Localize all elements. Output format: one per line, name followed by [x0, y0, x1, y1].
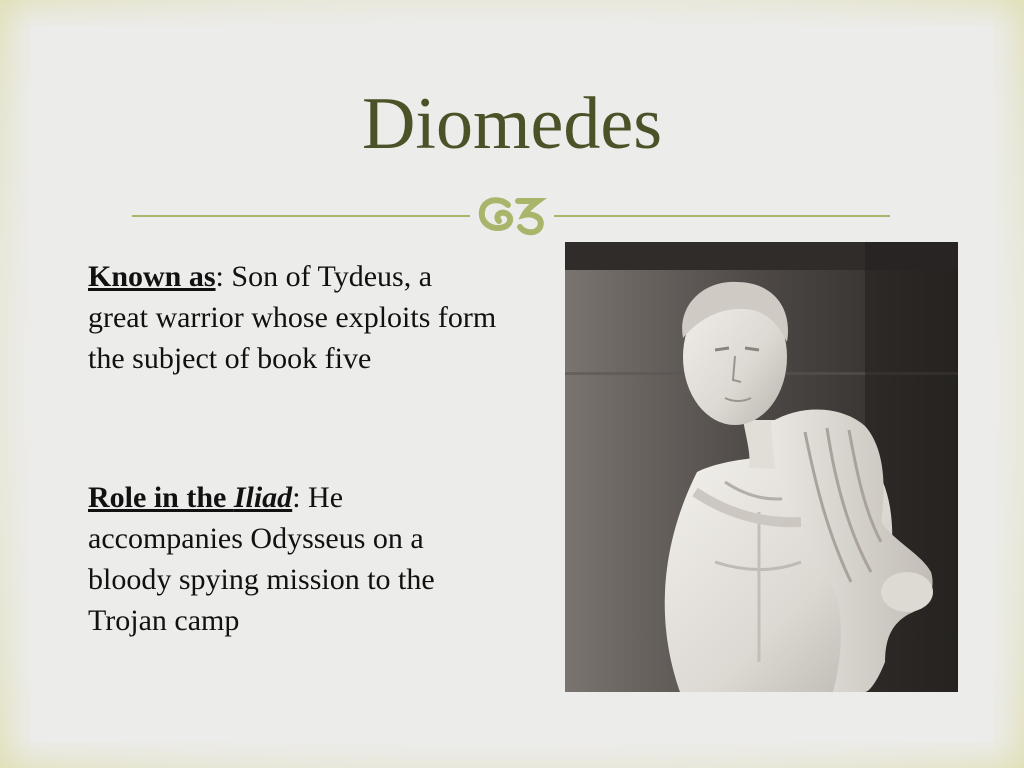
slide-title: Diomedes — [361, 83, 663, 165]
statue-illustration — [565, 242, 958, 692]
role-label-text: Role in the — [88, 481, 234, 514]
role-label — [88, 481, 292, 514]
role-paragraph — [88, 477, 498, 641]
scroll-flourish-icon — [474, 193, 550, 239]
known-as-label: Known as — [88, 260, 216, 293]
ornament-container — [470, 193, 554, 241]
iliad-italic: Iliad — [233, 481, 293, 514]
statue-photo — [565, 242, 958, 692]
role-text: : He accompanies Odysseus on a bloody spying mission to the Trojan camp — [88, 481, 435, 637]
known-as-text: : Son of Tydeus, a great warrior whose exploits form the subject of book five — [88, 260, 497, 375]
known-as-paragraph — [88, 256, 498, 379]
